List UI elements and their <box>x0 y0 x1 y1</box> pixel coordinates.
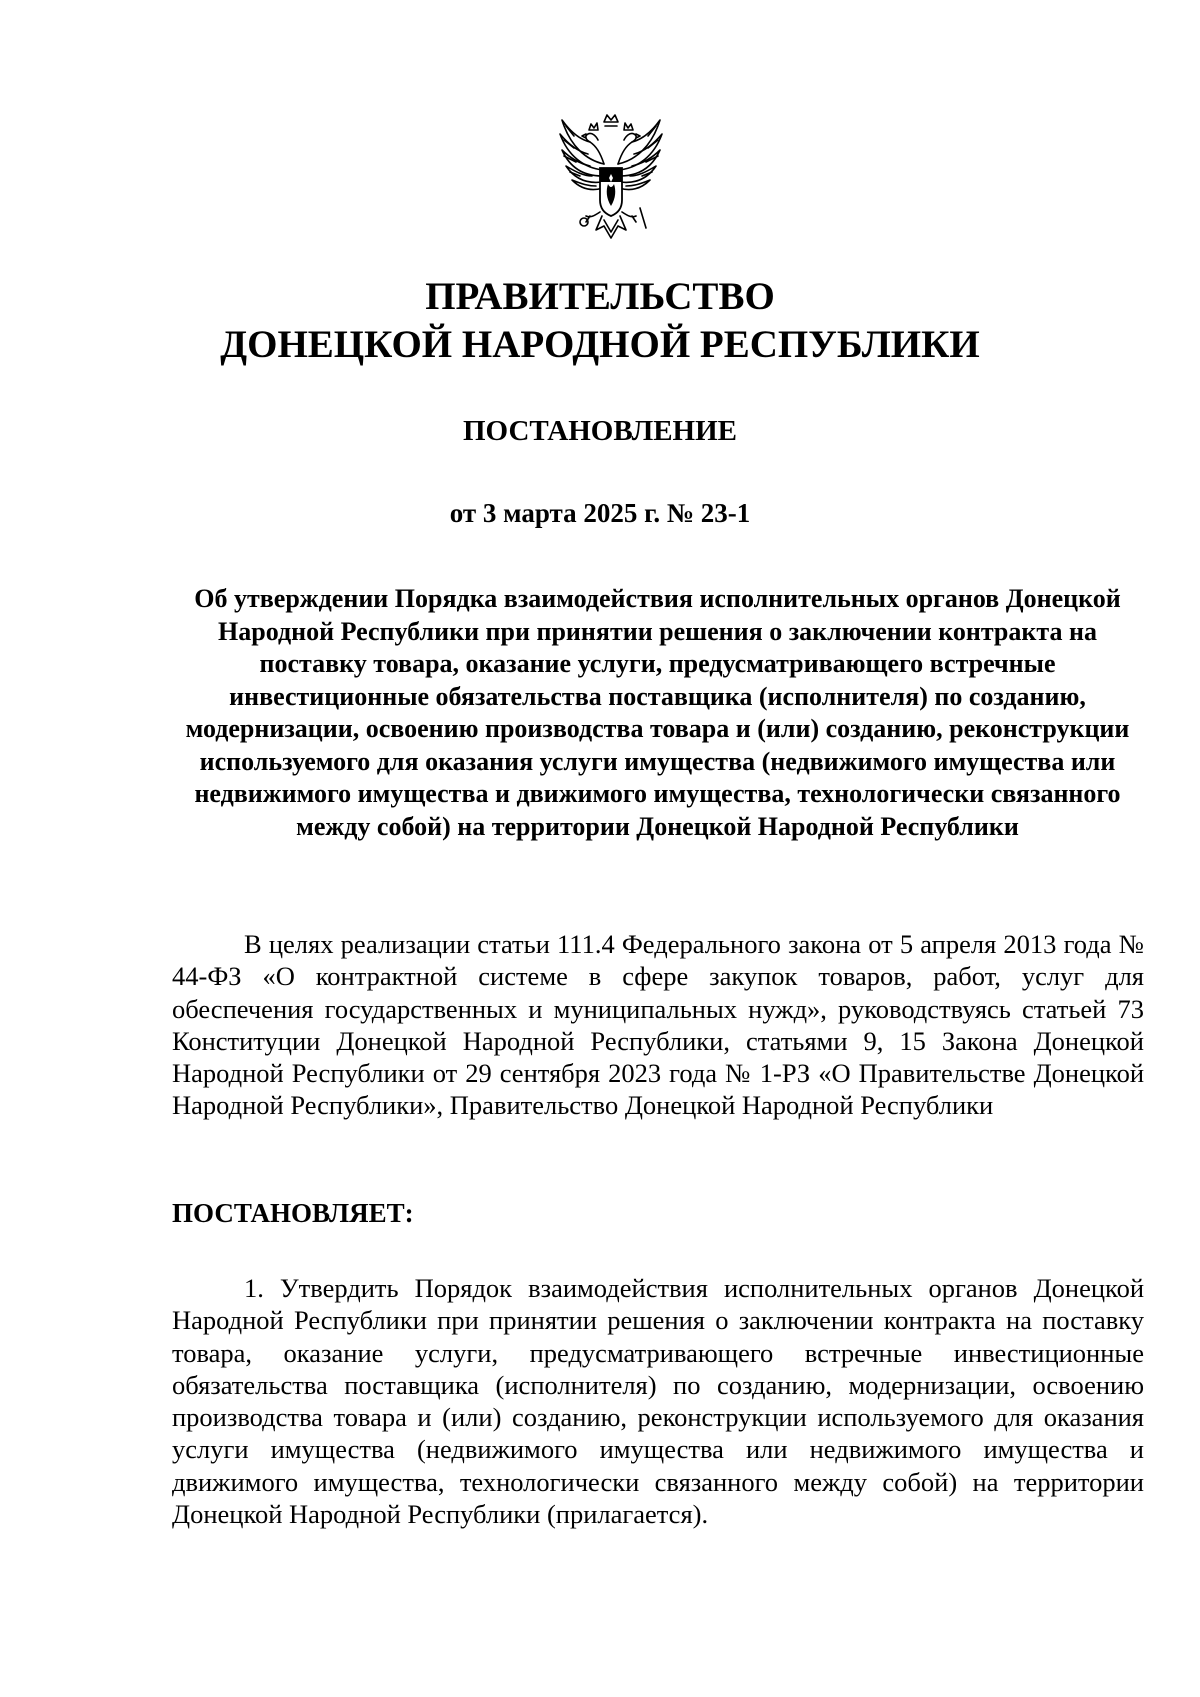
decree-item-1: 1. Утвердить Порядок взаимодействия исполнительных органов Донецкой Народной Республики при принятии решения о заключении контракта на поставку товара, оказание услуги, предусматривающего встречные инвестиционные обязательства поставщика (исполнителя) по созданию, модернизации, освоению производства товара и (или) созданию, реконструкции используемого для оказания услуги имущества (недвижимого имущества или недвижимого имущества и движимого имущества, технологически связанного между собой) на территории Донецкой Народной Республики (прилагается). <box>172 1273 1144 1530</box>
government-title-line-2: ДОНЕЦКОЙ НАРОДНОЙ РЕСПУБЛИКИ <box>220 323 980 366</box>
document-type-heading: ПОСТАНОВЛЕНИЕ <box>462 415 737 447</box>
double-headed-eagle-coat-of-arms-icon <box>556 112 666 250</box>
decree-keyword: ПОСТАНОВЛЯЕТ: <box>172 1198 414 1228</box>
government-title-line-1: ПРАВИТЕЛЬСТВО <box>425 275 775 318</box>
document-date-number: от 3 марта 2025 г. № 23-1 <box>449 498 751 528</box>
document-subject-title: Об утверждении Порядка взаимодействия исполнительных органов Донецкой Народной Республики при принятии решения о заключении контракта на поставку товара, оказание услуги, предусматривающего встречные инвестиционные обязательства поставщика (исполнителя) по созданию, модернизации, освоению производства товара и (или) созданию, реконструкции используемого для оказания услуги имущества (недвижимого имущества или недвижимого имущества и движимого имущества, технологически связанного между собой) на территории Донецкой Народной Республики <box>185 584 1130 841</box>
preamble-paragraph: В целях реализации статьи 111.4 Федерального закона от 5 апреля 2013 года № 44-ФЗ «О контрактной системе в сфере закупок товаров, работ, услуг для обеспечения государственных и муниципальных нужд», руководствуясь статьей 73 Конституции Донецкой Народной Республики, статьями 9, 15 Закона Донецкой Народной Республики от 29 сентября 2023 года № 1-РЗ «О Правительстве Донецкой Народной Республики», Правительство Донецкой Народной Республики <box>172 929 1144 1121</box>
